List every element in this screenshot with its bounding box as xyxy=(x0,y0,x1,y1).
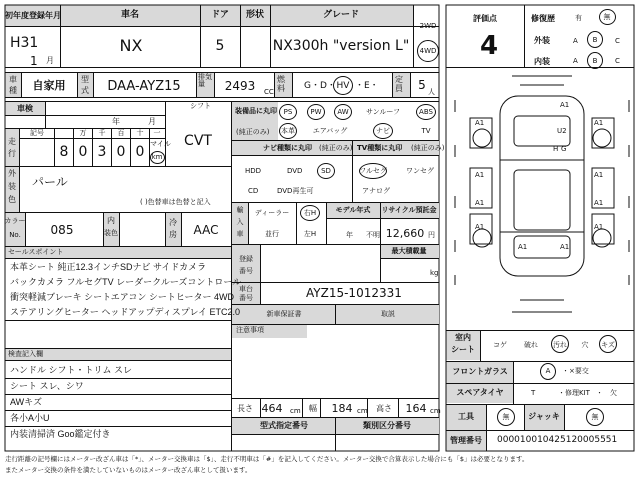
tv-fullseg: フルセグ xyxy=(359,167,387,175)
damage-mark-11: A1 xyxy=(560,243,570,251)
nav-cd: CD xyxy=(248,187,259,195)
glass-sub: G xyxy=(561,145,567,153)
class-label: 類別区分番号 xyxy=(363,421,411,430)
model-year-unknown: 不明 xyxy=(366,231,380,239)
model-label-a: 型 xyxy=(81,75,89,84)
jack-label: ジャッキ xyxy=(528,412,560,421)
inspector-line-1: シート スレ、シワ xyxy=(10,381,84,391)
spare-missing: 欠 xyxy=(610,389,617,397)
exterior-label: 外装 xyxy=(534,36,550,45)
import-label-a: 輸 xyxy=(236,206,244,214)
damage-mark-8: A1 xyxy=(475,223,485,231)
unit-label-0: 万 xyxy=(79,129,87,137)
shift-value: CVT xyxy=(184,133,212,149)
mileage-digit-1: 0 xyxy=(78,144,88,160)
interior-grade-label: 内装 xyxy=(534,57,550,66)
damage-mark-10: A1 xyxy=(518,243,528,251)
capacity-label: 定員 xyxy=(395,75,403,93)
width-unit: cm xyxy=(357,407,368,415)
fuel-tail: ・E・ xyxy=(355,81,379,91)
score-label: 評価点 xyxy=(473,14,497,23)
management-value: 000010010425120005551 xyxy=(497,435,618,445)
doors-label: ドア xyxy=(211,10,229,20)
new-car-warranty: 新車保証書 xyxy=(266,310,302,318)
footer-line-1: 走行距離の記号欄にはメーター改ざん車は「*」、メーター交換車は「$」、走行不明車は「#」を記入してください。メーター交換で合算表示した場合にも「$」は必要となります。 xyxy=(5,455,529,463)
first-reg-era: H31 xyxy=(10,35,39,51)
drive-2wd: 2WD xyxy=(419,22,437,30)
displacement-value: 2493 xyxy=(224,79,256,93)
drive-4wd: 4WD xyxy=(419,47,437,55)
color-no-label-b: No. xyxy=(9,231,21,239)
grade-label: グレード xyxy=(322,10,360,20)
mileage-digit-0: 8 xyxy=(59,144,69,160)
sales-point-line-2: 衝突軽減ブレーキ シートエアコン シートヒーター 4WD xyxy=(10,292,234,302)
inspector-line-0: ハンドル シフト・トリム スレ xyxy=(10,365,133,375)
eq-leather: 本革 xyxy=(281,127,295,135)
frame-label-a: 車台 xyxy=(239,285,253,293)
front-glass-mark: A xyxy=(545,367,551,375)
height-value: 164 xyxy=(405,402,427,415)
spare-dot: ・ xyxy=(596,389,603,397)
inspector-title: 検査記入欄 xyxy=(8,350,43,358)
width-value: 184 xyxy=(331,402,353,415)
eq-sunroof: サンルーフ xyxy=(365,108,401,116)
height-unit: cm xyxy=(430,407,441,415)
seat-item-3: 穴 xyxy=(581,341,589,349)
damage-mark-6: A1 xyxy=(475,199,485,207)
km-label: km xyxy=(151,153,163,161)
eq-airbag: エアバッグ xyxy=(312,127,348,135)
length-unit: cm xyxy=(290,407,301,415)
fuel-options: G・D・ xyxy=(304,81,336,91)
unit-label-4: 一 xyxy=(153,129,161,137)
unit-label-1: 千 xyxy=(98,129,106,137)
inspector-line-2: AWキズ xyxy=(10,397,42,407)
load-label: 最大積載量 xyxy=(391,247,427,255)
eq-aw: AW xyxy=(337,108,349,116)
color-no-value: 085 xyxy=(50,223,74,237)
tools-value: 無 xyxy=(502,413,510,421)
equipment-title: 装備品に丸印 xyxy=(235,107,277,115)
sales-point-line-0: 本革シート 純正12.3インチSDナビ サイドカメラ xyxy=(10,262,207,272)
car-name-value: NX xyxy=(119,36,143,55)
equipment-subtitle: (純正のみ) xyxy=(236,128,270,136)
eq-abs: ABS xyxy=(419,108,433,116)
model-year-unit: 年 xyxy=(346,231,353,239)
inspection-label: 車検 xyxy=(17,104,33,113)
sales-point-line-3: ステアリングヒーター ヘッドアップディスプレイ ETC2.0 xyxy=(10,307,241,317)
jack-value: 無 xyxy=(591,413,599,421)
mileage-label-a: 走 xyxy=(8,137,16,146)
interior-c: C xyxy=(615,57,620,65)
recycle-label: リサイクル預託金 xyxy=(381,206,437,214)
recycle-value: 12,660 xyxy=(385,227,425,240)
parallel-label: 並行 xyxy=(265,230,279,238)
mileage-digit-3: 0 xyxy=(116,144,126,160)
color-value: パール xyxy=(32,175,68,189)
nav-dvd: DVD xyxy=(287,167,303,175)
category-value: 自家用 xyxy=(32,79,66,92)
right-h-label: 右H xyxy=(303,209,317,217)
eq-nav: ナビ xyxy=(376,127,390,135)
inspector-line-4: 内装清掃済 Goo鑑定付き xyxy=(10,429,111,439)
repair-yes: 有 xyxy=(575,14,582,22)
eq-tv: TV xyxy=(421,127,431,135)
frame-label-b: 番号 xyxy=(239,294,253,302)
model-label-b: 式 xyxy=(81,86,89,95)
front-glass-label: フロントガラス xyxy=(452,367,508,376)
ac-value: AAC xyxy=(193,223,219,237)
damage-mark-9: A1 xyxy=(594,223,604,231)
frame-value: AYZ15-1012331 xyxy=(306,286,402,300)
interior-b: B xyxy=(592,57,598,65)
interior-a: A xyxy=(573,57,578,65)
damage-mark-2: U2 xyxy=(557,127,567,135)
fuel-label: 燃料 xyxy=(277,75,285,93)
front-glass-note: ・×要交 xyxy=(562,367,589,375)
category-label-b: 種 xyxy=(9,86,17,95)
tv-title: TV種類に丸印 xyxy=(357,144,403,152)
dealer-label: ディーラー xyxy=(254,209,290,217)
damage-mark-3: A1 xyxy=(594,119,604,127)
sales-point-line-1: バックカメラ フルセグTV レーダークルーズコントロール xyxy=(10,277,242,287)
mile-label: マイル xyxy=(150,140,171,148)
damage-mark-7: A1 xyxy=(594,199,604,207)
exterior-b: B xyxy=(592,36,598,44)
mileage-digit-4: 0 xyxy=(135,144,145,160)
score-value: 4 xyxy=(479,31,499,61)
doors-value: 5 xyxy=(215,38,225,54)
spare-label: スペアタイヤ xyxy=(456,388,504,397)
memo-label: 記号 xyxy=(30,129,44,137)
notes-label: 注意事項 xyxy=(236,326,264,334)
footer-line-2: またメーター交換の条件を満たしていないものはメーター改ざん車として扱います。 xyxy=(5,466,252,474)
capacity-value: 5 xyxy=(418,78,426,92)
seat-label-a: 室内 xyxy=(455,333,471,342)
nav-title: ナビ種類に丸印 xyxy=(263,144,312,152)
color-label-b: 装 xyxy=(8,182,16,191)
inspection-year-unit: 年 xyxy=(112,117,120,126)
length-value: 464 xyxy=(261,402,283,415)
model-year-label: モデル年式 xyxy=(335,206,371,214)
nav-hdd: HDD xyxy=(245,167,262,175)
eq-ps: PS xyxy=(283,108,293,116)
manual-label: 取説 xyxy=(381,310,395,318)
repair-no: 無 xyxy=(603,13,611,21)
car-name-label: 車名 xyxy=(120,10,140,20)
displacement-label: 排気量 xyxy=(198,73,212,89)
first-reg-month: 1 xyxy=(30,54,38,68)
shift-label: シフト xyxy=(190,102,211,110)
spare-kit: ・修理KIT xyxy=(558,389,590,397)
mileage-label-b: 行 xyxy=(8,149,16,158)
tv-analog: アナログ xyxy=(362,187,390,195)
reg-label-b: 番号 xyxy=(239,267,253,275)
damage-mark-4: A1 xyxy=(475,171,485,179)
tv-note: (純正のみ) xyxy=(411,144,445,152)
seat-item-2: 汚れ xyxy=(553,341,567,349)
tools-label: 工具 xyxy=(458,412,474,421)
month-unit: 月 xyxy=(46,56,54,65)
width-label: 幅 xyxy=(309,404,317,413)
model-designation-label: 型式指定番号 xyxy=(260,421,308,430)
model-value: DAA-AYZ15 xyxy=(107,79,181,94)
unit-label-2: 百 xyxy=(117,129,125,137)
category-label-a: 車 xyxy=(9,75,17,84)
seat-item-1: 破れ xyxy=(524,341,538,349)
unit-label-3: 十 xyxy=(136,129,144,137)
color-no-label-a: カラー xyxy=(4,217,26,225)
shape-label: 形状 xyxy=(245,10,265,20)
color-label-a: 外 xyxy=(8,169,16,178)
recycle-yen: 円 xyxy=(428,231,435,239)
exterior-c: C xyxy=(615,37,620,45)
load-unit: kg xyxy=(430,269,439,277)
eq-pw: PW xyxy=(310,108,322,116)
color-label-c: 色 xyxy=(8,195,16,204)
management-label: 管理番号 xyxy=(450,436,482,445)
import-label-c: 車 xyxy=(236,230,244,238)
nav-sd: SD xyxy=(321,167,331,175)
length-label: 長さ xyxy=(237,404,253,413)
glass-mark: H xyxy=(553,145,559,153)
color-note: ( )色替車は色替と記入 xyxy=(140,198,211,206)
mileage-digit-2: 3 xyxy=(97,144,107,160)
seat-item-0: コゲ xyxy=(493,341,507,349)
capacity-unit: 人 xyxy=(428,88,435,96)
damage-mark-5: A1 xyxy=(594,171,604,179)
car-diagram xyxy=(455,76,629,312)
tv-oneseg: ワンセグ xyxy=(406,167,434,175)
fuel-selected: HV xyxy=(336,81,350,91)
repair-label: 修復歴 xyxy=(531,14,555,23)
nav-dvd-play: DVD再生可 xyxy=(277,187,314,195)
ac-label-b: 房 xyxy=(169,230,177,239)
damage-mark-1: A1 xyxy=(560,101,570,109)
left-h-label: 左H xyxy=(303,230,317,238)
grade-value: NX300h "version L" xyxy=(272,38,410,54)
exterior-a: A xyxy=(573,37,578,45)
inspection-month-unit: 月 xyxy=(148,117,156,126)
import-label-b: 入 xyxy=(236,218,244,226)
ac-label-a: 冷 xyxy=(169,218,177,227)
spare-t: T xyxy=(531,389,536,397)
damage-mark-0: A1 xyxy=(475,119,485,127)
reg-label-a: 登録 xyxy=(239,255,253,263)
interior-label-b: 装色 xyxy=(104,229,118,237)
displacement-unit: CC xyxy=(264,88,274,96)
interior-label-a: 内 xyxy=(107,216,115,225)
first-reg-label: 初年度登録年月 xyxy=(5,11,61,20)
nav-note: (純正のみ) xyxy=(319,144,353,152)
seat-item-4: キズ xyxy=(601,341,615,349)
sales-points-title: セールスポイント xyxy=(8,248,64,256)
seat-label-b: シート xyxy=(451,345,475,354)
inspector-line-3: 各小A小U xyxy=(10,413,50,423)
height-label: 高さ xyxy=(376,404,392,413)
